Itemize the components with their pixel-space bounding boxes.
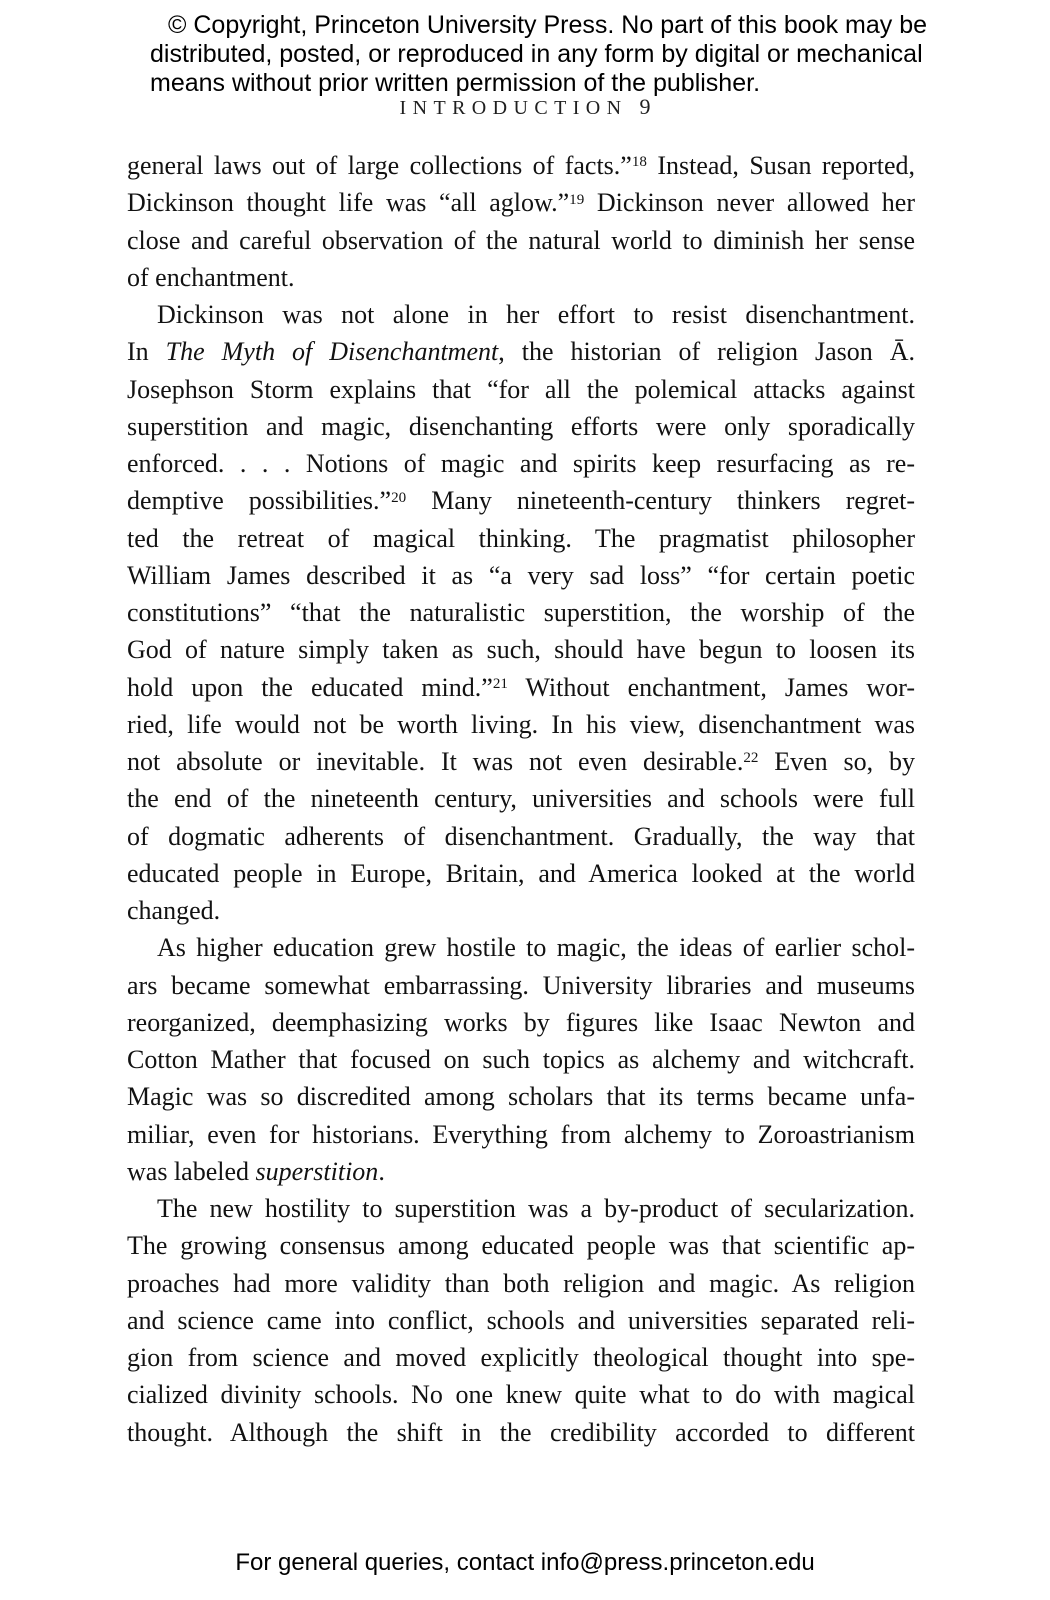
text-segment: constitutions” “that the naturalistic superstition, the worship of the <box>127 598 915 627</box>
text-segment: not absolute or inevitable. It was not even desirable. <box>127 747 744 776</box>
body-line <box>127 557 915 594</box>
text-segment: As higher education grew hostile to magic, the ideas of earlier schol- <box>157 933 915 963</box>
body-line <box>127 780 915 817</box>
italic-text: The Myth of Disenchantment <box>165 337 499 367</box>
text-segment: educated people in Europe, Britain, and America looked at the world <box>127 858 915 888</box>
text-segment: God of nature simply taken as such, should have begun to loosen its <box>127 635 915 665</box>
text-segment: of enchantment. <box>127 262 295 292</box>
text-segment: Dickinson never allowed her <box>584 188 916 218</box>
text-segment: Dickinson was not alone in her effort to resist disenchantment. <box>157 300 915 329</box>
text-segment: ars became somewhat embarrassing. University libraries and museums <box>127 970 915 1000</box>
copyright-notice <box>150 11 927 98</box>
text-segment: ted the retreat of magical thinking. The pragmatist philosopher <box>127 523 915 553</box>
running-head <box>0 94 1050 120</box>
body-line <box>127 1339 915 1376</box>
text-segment: , the historian of religion Jason Ā. <box>498 337 915 367</box>
body-line <box>127 1004 915 1041</box>
body-line <box>127 818 915 855</box>
text-segment: Instead, Susan reported, <box>646 151 915 180</box>
body-line <box>127 1116 915 1153</box>
body-line <box>127 333 915 370</box>
body-text <box>127 147 915 1451</box>
body-line <box>127 967 915 1004</box>
text-segment: of dogmatic adherents of disenchantment. Gradually, the way that <box>127 821 915 851</box>
body-line <box>127 706 915 743</box>
text-segment: . <box>378 1156 385 1186</box>
body-line <box>127 520 915 557</box>
text-segment: demptive possibilities.” <box>127 486 392 516</box>
body-line <box>127 222 915 259</box>
text-segment: superstition and magic, disenchanting efforts were only sporadically <box>127 411 915 441</box>
body-line <box>127 445 915 482</box>
body-line <box>127 371 915 408</box>
text-segment: Josephson Storm explains that “for all the polemical attacks against <box>127 374 915 404</box>
text-segment: The growing consensus among educated people was that scientific ap- <box>127 1231 915 1261</box>
text-segment: Magic was so discredited among scholars that its terms became unfa- <box>127 1082 915 1112</box>
text-segment: William James described it as “a very sad loss” “for certain poetic <box>127 560 915 590</box>
text-segment: hold upon the educated mind.” <box>127 672 493 702</box>
body-line <box>127 1153 915 1190</box>
text-segment: gion from science and moved explicitly theological thought into spe- <box>127 1343 915 1372</box>
body-line <box>127 1265 915 1302</box>
text-segment: changed. <box>127 896 221 925</box>
body-line <box>127 594 915 631</box>
text-segment: Dickinson thought life was “all aglow.” <box>127 188 570 218</box>
body-line <box>127 147 915 184</box>
body-line <box>127 1041 915 1078</box>
text-segment: proaches had more validity than both religion and magic. As religion <box>127 1268 915 1298</box>
text-segment: thought. Although the shift in the credibility accorded to different <box>127 1417 915 1447</box>
text-segment: cialized divinity schools. No one knew quite what to do with magical <box>127 1380 915 1410</box>
body-line <box>127 1227 915 1264</box>
text-segment: Even so, by <box>758 747 915 776</box>
text-segment: Cotton Mather that focused on such topics as alchemy and witchcraft. <box>127 1045 915 1074</box>
text-segment: enforced. . . . Notions of magic and spirits keep resurfacing as re- <box>127 449 915 478</box>
body-line <box>127 929 915 966</box>
copyright-line: © Copyright, Princeton University Press. No part of this book may be <box>168 11 928 39</box>
body-line <box>127 482 915 519</box>
text-segment: Many nineteenth-century thinkers regret- <box>406 486 915 516</box>
text-segment: close and careful observation of the natural world to diminish her sense <box>127 225 915 255</box>
body-line <box>127 1414 915 1451</box>
body-line <box>127 743 915 780</box>
text-segment: was labeled <box>127 1156 256 1186</box>
page-number: 9 <box>639 94 651 119</box>
body-line <box>127 1190 915 1227</box>
body-line <box>127 892 915 929</box>
body-line <box>127 259 915 296</box>
footnote-ref: 22 <box>743 750 759 767</box>
text-segment: Without enchantment, James wor- <box>507 672 915 702</box>
body-line <box>127 184 915 221</box>
text-segment: The new hostility to superstition was a by-product of secularization. <box>157 1194 915 1223</box>
body-line <box>127 1302 915 1339</box>
footnote-ref: 18 <box>631 154 647 171</box>
footnote-ref: 19 <box>569 191 585 208</box>
text-segment: and science came into conflict, schools and universities separated reli- <box>127 1305 915 1335</box>
copyright-line: means without prior written permission of the publisher. <box>150 69 761 97</box>
chapter-title: INTRODUCTION <box>399 97 628 119</box>
body-line <box>127 669 915 706</box>
text-segment: ried, life would not be worth living. In his view, disenchantment was <box>127 709 915 739</box>
page-footer <box>0 1549 1050 1577</box>
body-line <box>127 631 915 668</box>
body-line <box>127 408 915 445</box>
text-segment: reorganized, deemphasizing works by figures like Isaac Newton and <box>127 1007 915 1037</box>
text-segment: In <box>127 337 166 367</box>
body-line <box>127 855 915 892</box>
footer-contact-text: For general queries, contact info@press.princeton.edu <box>235 1549 815 1576</box>
body-line <box>127 1376 915 1413</box>
footnote-ref: 21 <box>492 675 508 692</box>
italic-text: superstition <box>255 1156 379 1186</box>
copyright-line: distributed, posted, or reproduced in any form by digital or mechanical <box>150 40 923 68</box>
body-line <box>127 1078 915 1115</box>
text-segment: the end of the nineteenth century, universities and schools were full <box>127 784 915 814</box>
text-segment: general laws out of large collections of facts.” <box>127 151 632 180</box>
text-segment: miliar, even for historians. Everything from alchemy to Zoroastrianism <box>127 1119 915 1149</box>
footnote-ref: 20 <box>391 489 407 506</box>
body-line <box>127 296 915 333</box>
